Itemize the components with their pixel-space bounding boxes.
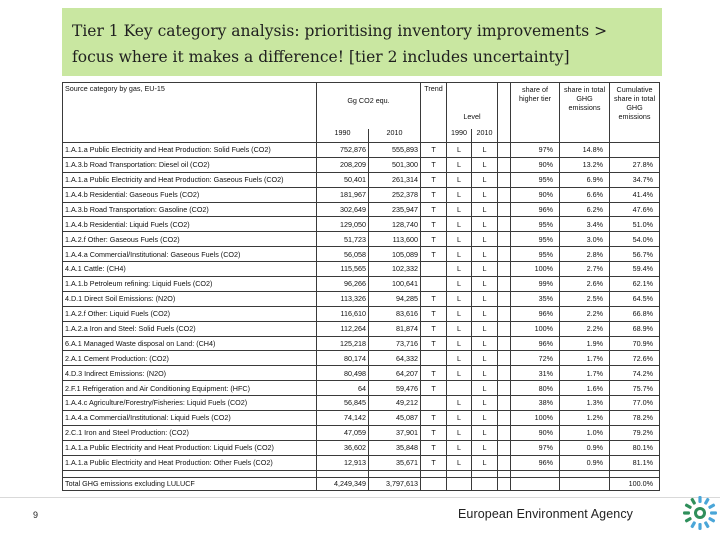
emissions-2010-cell: 37,901 — [369, 425, 421, 440]
total-share-cell: 2.7% — [560, 262, 610, 277]
higher-tier-share-cell: 90% — [511, 425, 560, 440]
emissions-2010-cell: 49,212 — [369, 396, 421, 411]
level-2010-cell: L — [472, 277, 498, 292]
higher-tier-share-cell: 100% — [511, 321, 560, 336]
cumulative-share-cell: 70.9% — [610, 336, 660, 351]
cumulative-share-cell: 79.2% — [610, 425, 660, 440]
trend-cell: T — [421, 232, 447, 247]
cumulative-share-cell: 34.7% — [610, 172, 660, 187]
category-cell: 1.A.4.a Commercial/Institutional: Gaseous Fuels (CO2) — [63, 247, 317, 262]
higher-tier-share-cell: 96% — [511, 336, 560, 351]
emissions-2010-cell: 64,332 — [369, 351, 421, 366]
spacer-cell — [498, 291, 511, 306]
level-2010-cell: L — [472, 306, 498, 321]
spacer-cell — [498, 440, 511, 455]
header-trend: Trend — [421, 83, 447, 129]
spacer-cell — [498, 232, 511, 247]
level-2010-cell: L — [472, 366, 498, 381]
cumulative-share-cell: 62.1% — [610, 277, 660, 292]
emissions-1990-cell: 125,218 — [317, 336, 369, 351]
header-share-higher-tier: share of higher tier — [511, 83, 560, 129]
emissions-2010-cell: 105,089 — [369, 247, 421, 262]
category-cell: 2.F.1 Refrigeration and Air Conditioning Equipment: (HFC) — [63, 381, 317, 396]
level-1990-cell: L — [447, 247, 472, 262]
total-share-cell: 1.0% — [560, 425, 610, 440]
level-1990-cell: L — [447, 187, 472, 202]
higher-tier-share-cell: 80% — [511, 381, 560, 396]
cumulative-share-cell: 72.6% — [610, 351, 660, 366]
trend-cell: T — [421, 425, 447, 440]
header-source: Source category by gas, EU-15 — [63, 83, 317, 143]
emissions-1990-cell: 208,209 — [317, 157, 369, 172]
level-2010-cell: L — [472, 291, 498, 306]
page-number: 9 — [33, 510, 39, 520]
level-2010-cell: L — [472, 440, 498, 455]
table-row — [63, 217, 660, 232]
cumulative-share-cell: 54.0% — [610, 232, 660, 247]
cumulative-share-cell: 51.0% — [610, 217, 660, 232]
level-1990-cell: L — [447, 291, 472, 306]
higher-tier-share-cell: 100% — [511, 411, 560, 426]
table-row — [63, 336, 660, 351]
trend-cell: T — [421, 306, 447, 321]
higher-tier-share-cell: 95% — [511, 172, 560, 187]
spacer-cell — [498, 187, 511, 202]
emissions-2010-cell: 252,378 — [369, 187, 421, 202]
cumulative-share-cell: 68.9% — [610, 321, 660, 336]
higher-tier-share-cell: 96% — [511, 306, 560, 321]
table-row — [63, 277, 660, 292]
emissions-2010-cell: 235,947 — [369, 202, 421, 217]
emissions-2010-cell: 73,716 — [369, 336, 421, 351]
trend-cell: T — [421, 143, 447, 158]
cumulative-share-cell: 59.4% — [610, 262, 660, 277]
higher-tier-share-cell: 35% — [511, 291, 560, 306]
emissions-1990-cell: 181,967 — [317, 187, 369, 202]
total-share-cell: 6.2% — [560, 202, 610, 217]
cumulative-share-cell: 74.2% — [610, 366, 660, 381]
level-1990-cell: L — [447, 143, 472, 158]
trend-cell: T — [421, 366, 447, 381]
spacer-cell — [498, 396, 511, 411]
level-1990-cell: L — [447, 411, 472, 426]
total-share-cell: 2.2% — [560, 321, 610, 336]
total-cumulative: 100.0% — [610, 477, 660, 490]
header-year-1990: 1990 — [317, 129, 369, 143]
category-cell: 1.A.4.b Residential: Gaseous Fuels (CO2) — [63, 187, 317, 202]
table-row — [63, 440, 660, 455]
spacer-cell — [498, 262, 511, 277]
higher-tier-share-cell: 38% — [511, 396, 560, 411]
trend-cell: T — [421, 202, 447, 217]
category-cell: 1.A.1.a Public Electricity and Heat Production: Other Fuels (CO2) — [63, 455, 317, 470]
level-1990-cell: L — [447, 455, 472, 470]
table-row — [63, 455, 660, 470]
cumulative-share-cell — [610, 143, 660, 158]
category-cell: 1.A.2.f Other: Liquid Fuels (CO2) — [63, 306, 317, 321]
key-category-table — [62, 82, 659, 491]
total-share-cell: 2.5% — [560, 291, 610, 306]
emissions-2010-cell: 59,476 — [369, 381, 421, 396]
category-cell: 1.A.1.a Public Electricity and Heat Production: Gaseous Fuels (CO2) — [63, 172, 317, 187]
higher-tier-share-cell: 97% — [511, 143, 560, 158]
spacer-cell — [498, 172, 511, 187]
spacer-cell — [498, 366, 511, 381]
level-2010-cell: L — [472, 172, 498, 187]
category-cell: 2.A.1 Cement Production: (CO2) — [63, 351, 317, 366]
total-share-cell: 3.4% — [560, 217, 610, 232]
trend-cell: T — [421, 411, 447, 426]
emissions-1990-cell: 74,142 — [317, 411, 369, 426]
category-cell: 1.A.3.b Road Transportation: Diesel oil (CO2) — [63, 157, 317, 172]
level-2010-cell: L — [472, 157, 498, 172]
higher-tier-share-cell: 96% — [511, 455, 560, 470]
category-cell: 1.A.1.a Public Electricity and Heat Production: Solid Fuels (CO2) — [63, 143, 317, 158]
emissions-1990-cell: 113,326 — [317, 291, 369, 306]
total-share-cell: 6.9% — [560, 172, 610, 187]
spacer-cell — [498, 455, 511, 470]
table-row — [63, 321, 660, 336]
table-row — [63, 306, 660, 321]
higher-tier-share-cell: 90% — [511, 157, 560, 172]
spacer-cell — [498, 202, 511, 217]
level-2010-cell: L — [472, 336, 498, 351]
level-1990-cell: L — [447, 157, 472, 172]
spacer-cell — [498, 336, 511, 351]
emissions-2010-cell: 102,332 — [369, 262, 421, 277]
emissions-2010-cell: 35,671 — [369, 455, 421, 470]
level-2010-cell: L — [472, 247, 498, 262]
level-1990-cell: L — [447, 172, 472, 187]
header-gg-co2: Gg CO2 equ. — [317, 83, 421, 129]
cumulative-share-cell: 41.4% — [610, 187, 660, 202]
total-2010: 3,797,613 — [369, 477, 421, 490]
total-share-cell: 6.6% — [560, 187, 610, 202]
eea-logo-icon — [683, 494, 717, 534]
emissions-1990-cell: 47,059 — [317, 425, 369, 440]
emissions-2010-cell: 81,874 — [369, 321, 421, 336]
level-2010-cell: L — [472, 351, 498, 366]
emissions-1990-cell: 12,913 — [317, 455, 369, 470]
category-cell: 4.D.1 Direct Soil Emissions: (N2O) — [63, 291, 317, 306]
total-share-cell: 1.7% — [560, 351, 610, 366]
table-row — [63, 262, 660, 277]
trend-cell — [421, 277, 447, 292]
emissions-1990-cell: 80,498 — [317, 366, 369, 381]
level-1990-cell: L — [447, 440, 472, 455]
higher-tier-share-cell: 90% — [511, 187, 560, 202]
cumulative-share-cell: 47.6% — [610, 202, 660, 217]
cumulative-share-cell: 27.8% — [610, 157, 660, 172]
level-1990-cell: L — [447, 277, 472, 292]
table-row — [63, 351, 660, 366]
emissions-1990-cell: 64 — [317, 381, 369, 396]
total-share-cell: 3.0% — [560, 232, 610, 247]
level-1990-cell: L — [447, 262, 472, 277]
spacer-cell — [498, 351, 511, 366]
category-cell: 1.A.2.a Iron and Steel: Solid Fuels (CO2) — [63, 321, 317, 336]
level-1990-cell: L — [447, 306, 472, 321]
category-cell: 1.A.1.a Public Electricity and Heat Production: Liquid Fuels (CO2) — [63, 440, 317, 455]
higher-tier-share-cell: 95% — [511, 247, 560, 262]
cumulative-share-cell: 80.1% — [610, 440, 660, 455]
level-2010-cell: L — [472, 425, 498, 440]
emissions-1990-cell: 51,723 — [317, 232, 369, 247]
table-row — [63, 425, 660, 440]
level-2010-cell: L — [472, 321, 498, 336]
category-cell: 6.A.1 Managed Waste disposal on Land: (CH4) — [63, 336, 317, 351]
emissions-1990-cell: 112,264 — [317, 321, 369, 336]
higher-tier-share-cell: 100% — [511, 262, 560, 277]
higher-tier-share-cell: 95% — [511, 217, 560, 232]
emissions-2010-cell: 64,207 — [369, 366, 421, 381]
cumulative-share-cell: 56.7% — [610, 247, 660, 262]
level-2010-cell: L — [472, 202, 498, 217]
emissions-1990-cell: 752,876 — [317, 143, 369, 158]
category-cell: 1.A.2.f Other: Gaseous Fuels (CO2) — [63, 232, 317, 247]
total-share-cell: 1.7% — [560, 366, 610, 381]
higher-tier-share-cell: 96% — [511, 202, 560, 217]
emissions-1990-cell: 56,845 — [317, 396, 369, 411]
emissions-2010-cell: 113,600 — [369, 232, 421, 247]
trend-cell: T — [421, 381, 447, 396]
category-cell: 1.A.3.b Road Transportation: Gasoline (CO2) — [63, 202, 317, 217]
spacer-cell — [498, 143, 511, 158]
table-row — [63, 202, 660, 217]
level-2010-cell: L — [472, 232, 498, 247]
trend-cell — [421, 396, 447, 411]
level-1990-cell: L — [447, 321, 472, 336]
footer-divider — [0, 497, 720, 498]
level-2010-cell: L — [472, 187, 498, 202]
emissions-2010-cell: 35,848 — [369, 440, 421, 455]
cumulative-share-cell: 77.0% — [610, 396, 660, 411]
level-2010-cell: L — [472, 455, 498, 470]
category-cell: 1.A.4.b Residential: Liquid Fuels (CO2) — [63, 217, 317, 232]
category-cell: 1.A.4.c Agriculture/Forestry/Fisheries: Liquid Fuels (CO2) — [63, 396, 317, 411]
level-1990-cell: L — [447, 336, 472, 351]
total-share-cell: 1.6% — [560, 381, 610, 396]
table-row — [63, 247, 660, 262]
spacer-cell — [498, 321, 511, 336]
emissions-1990-cell: 36,602 — [317, 440, 369, 455]
category-cell: 2.C.1 Iron and Steel Production: (CO2) — [63, 425, 317, 440]
level-2010-cell: L — [472, 217, 498, 232]
emissions-2010-cell: 501,300 — [369, 157, 421, 172]
table-body — [63, 143, 660, 471]
category-cell: 1.A.1.b Petroleum refining: Liquid Fuels (CO2) — [63, 277, 317, 292]
spacer-cell — [498, 425, 511, 440]
total-1990: 4,249,349 — [317, 477, 369, 490]
emissions-2010-cell: 94,285 — [369, 291, 421, 306]
trend-cell: T — [421, 440, 447, 455]
emissions-1990-cell: 96,266 — [317, 277, 369, 292]
table-row — [63, 172, 660, 187]
header-level-1990: 1990 — [447, 129, 472, 143]
emissions-2010-cell: 555,893 — [369, 143, 421, 158]
trend-cell: T — [421, 187, 447, 202]
total-share-cell: 1.3% — [560, 396, 610, 411]
table-row — [63, 381, 660, 396]
level-2010-cell: L — [472, 381, 498, 396]
level-2010-cell: L — [472, 411, 498, 426]
level-2010-cell: L — [472, 396, 498, 411]
cumulative-share-cell: 75.7% — [610, 381, 660, 396]
organization-name: European Environment Agency — [458, 507, 634, 521]
header-year-2010: 2010 — [369, 129, 421, 143]
total-share-cell: 2.8% — [560, 247, 610, 262]
emissions-2010-cell: 45,087 — [369, 411, 421, 426]
cumulative-share-cell: 64.5% — [610, 291, 660, 306]
header-cumulative-share: Cumulative share in total GHG emissions — [610, 83, 660, 129]
trend-cell: T — [421, 336, 447, 351]
trend-cell: T — [421, 172, 447, 187]
cumulative-share-cell: 81.1% — [610, 455, 660, 470]
total-row — [63, 477, 660, 490]
higher-tier-share-cell: 95% — [511, 232, 560, 247]
emissions-2010-cell: 261,314 — [369, 172, 421, 187]
emissions-1990-cell: 302,649 — [317, 202, 369, 217]
emissions-2010-cell: 100,641 — [369, 277, 421, 292]
level-1990-cell: L — [447, 217, 472, 232]
emissions-1990-cell: 50,401 — [317, 172, 369, 187]
spacer-cell — [498, 247, 511, 262]
trend-cell: T — [421, 217, 447, 232]
higher-tier-share-cell: 97% — [511, 440, 560, 455]
cumulative-share-cell: 78.2% — [610, 411, 660, 426]
level-2010-cell: L — [472, 262, 498, 277]
spacer-cell — [498, 277, 511, 292]
emissions-2010-cell: 128,740 — [369, 217, 421, 232]
trend-cell: T — [421, 455, 447, 470]
level-1990-cell: L — [447, 425, 472, 440]
spacer-cell — [498, 306, 511, 321]
total-share-cell: 1.2% — [560, 411, 610, 426]
trend-cell — [421, 351, 447, 366]
total-share-cell: 0.9% — [560, 455, 610, 470]
level-1990-cell: L — [447, 202, 472, 217]
total-share-cell: 2.2% — [560, 306, 610, 321]
table-row — [63, 411, 660, 426]
trend-cell: T — [421, 157, 447, 172]
total-label: Total GHG emissions excluding LULUCF — [63, 477, 317, 490]
header-level: Level — [447, 83, 498, 129]
emissions-2010-cell: 83,616 — [369, 306, 421, 321]
spacer-cell — [498, 411, 511, 426]
table-row — [63, 366, 660, 381]
total-share-cell: 13.2% — [560, 157, 610, 172]
trend-cell: T — [421, 291, 447, 306]
table — [62, 82, 660, 491]
higher-tier-share-cell: 72% — [511, 351, 560, 366]
emissions-1990-cell: 80,174 — [317, 351, 369, 366]
table-header-row — [63, 83, 660, 129]
higher-tier-share-cell: 31% — [511, 366, 560, 381]
total-share-cell: 0.9% — [560, 440, 610, 455]
table-row — [63, 396, 660, 411]
total-share-cell: 14.8% — [560, 143, 610, 158]
level-1990-cell — [447, 381, 472, 396]
level-1990-cell: L — [447, 351, 472, 366]
table-row — [63, 157, 660, 172]
slide-title: Tier 1 Key category analysis: prioritising inventory improvements > focus where it makes a difference! [tier 2 includes uncertainty] — [62, 8, 662, 76]
table-row — [63, 232, 660, 247]
higher-tier-share-cell: 99% — [511, 277, 560, 292]
spacer-cell — [498, 381, 511, 396]
emissions-1990-cell: 116,610 — [317, 306, 369, 321]
level-1990-cell: L — [447, 232, 472, 247]
total-share-cell: 1.9% — [560, 336, 610, 351]
table-row — [63, 143, 660, 158]
category-cell: 4.D.3 Indirect Emissions: (N2O) — [63, 366, 317, 381]
total-share-cell: 2.6% — [560, 277, 610, 292]
table-row — [63, 291, 660, 306]
spacer-cell — [498, 157, 511, 172]
cumulative-share-cell: 66.8% — [610, 306, 660, 321]
trend-cell — [421, 262, 447, 277]
emissions-1990-cell: 115,565 — [317, 262, 369, 277]
table-row — [63, 187, 660, 202]
header-level-2010: 2010 — [472, 129, 498, 143]
trend-cell: T — [421, 321, 447, 336]
category-cell: 4.A.1 Cattle: (CH4) — [63, 262, 317, 277]
level-1990-cell: L — [447, 366, 472, 381]
emissions-1990-cell: 129,050 — [317, 217, 369, 232]
level-1990-cell: L — [447, 396, 472, 411]
trend-cell: T — [421, 247, 447, 262]
header-share-total: share in total GHG emissions — [560, 83, 610, 129]
level-2010-cell: L — [472, 143, 498, 158]
spacer-cell — [498, 217, 511, 232]
category-cell: 1.A.4.a Commercial/Institutional: Liquid Fuels (CO2) — [63, 411, 317, 426]
emissions-1990-cell: 56,058 — [317, 247, 369, 262]
